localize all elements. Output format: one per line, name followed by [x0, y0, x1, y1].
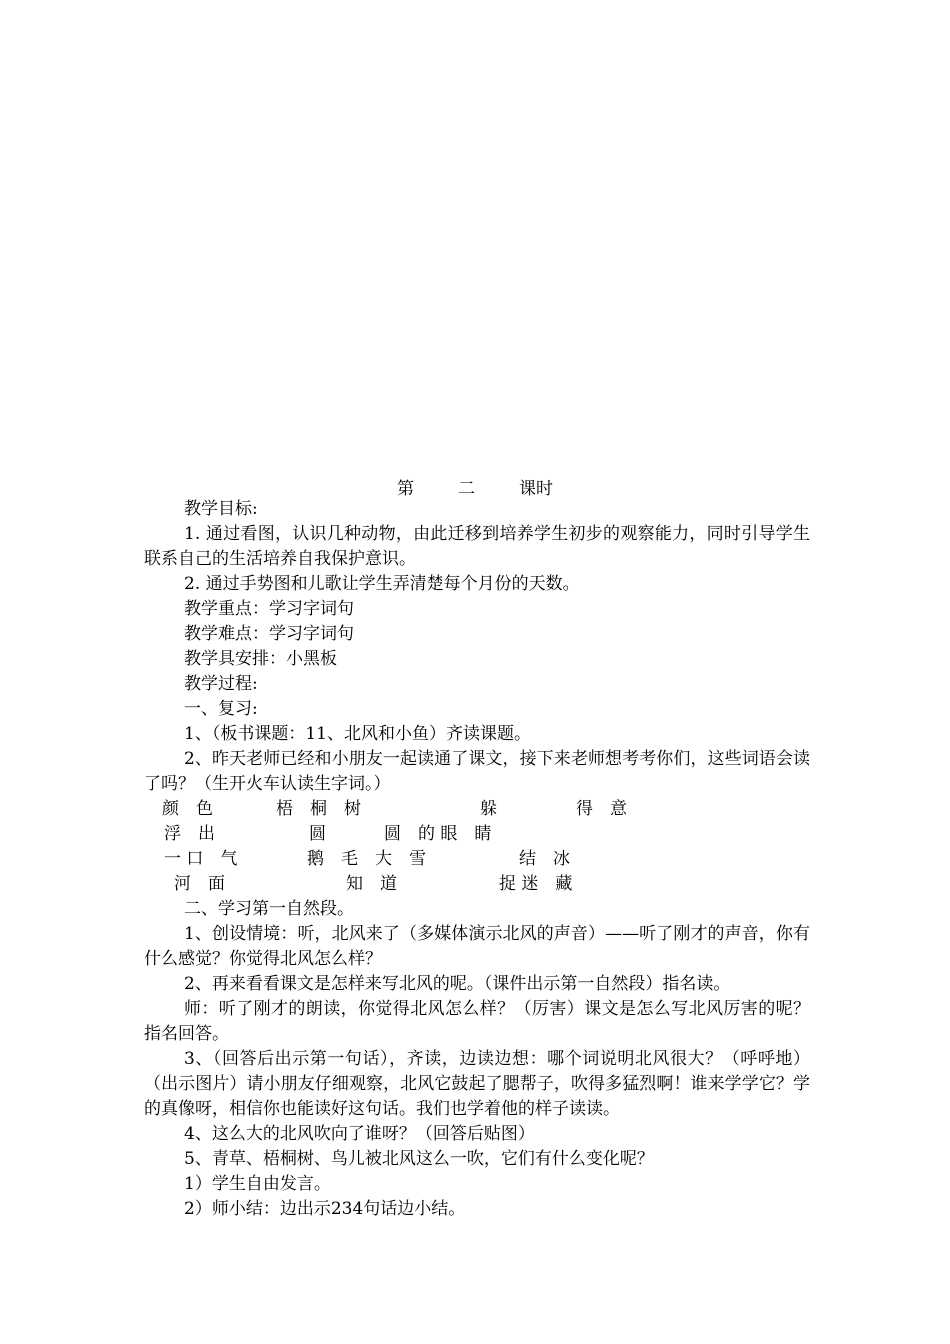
key-point: 教学重点：学习字词句 [184, 599, 354, 619]
word: 捉 迷 藏 [499, 874, 573, 894]
word: 得 意 [576, 799, 627, 819]
objectives-heading: 教学目标: [184, 499, 258, 519]
title-part-3: 课时 [519, 479, 553, 499]
word: 鹅 毛 大 雪 [307, 849, 426, 869]
section-2-item-5b: 2）师小结：边出示234句话边小结。 [184, 1199, 466, 1219]
section-2-item-2: 2、再来看看课文是怎样来写北风的呢。（课件出示第一自然段）指名读。 [184, 974, 731, 994]
section-2-teacher: 师：听了刚才的朗读，你觉得北风怎么样？（厉害）课文是怎么写北风厉害的呢？指名回答。 [144, 999, 810, 1044]
title-part-1: 第 [397, 479, 414, 499]
section-2-item-5a: 1）学生自由发言。 [184, 1174, 331, 1194]
lesson-content [144, 497, 810, 1222]
word-row-4 [144, 872, 810, 897]
word: 颜 色 [162, 799, 213, 819]
section-2-item-4: 4、这么大的北风吹向了谁呀？（回答后贴图） [184, 1124, 535, 1144]
word: 圆 [309, 824, 326, 844]
teaching-tools: 教学具安排：小黑板 [184, 649, 337, 669]
title-part-2: 二 [458, 479, 475, 499]
objective-1: 1. 通过看图，认识几种动物，由此迁移到培养学生初步的观察能力，同时引导学生联系自己的生活培养自我保护意识。 [144, 524, 810, 569]
word: 浮 出 [164, 824, 215, 844]
review-item-2: 2、昨天老师已经和小朋友一起读通了课文，接下来老师想考考你们，这些词语会读了吗？（生开火车认读生字词。） [144, 749, 810, 794]
word: 知 道 [346, 874, 397, 894]
review-heading: 一、复习: [184, 699, 258, 719]
review-item-1: 1、（板书课题：11、北风和小鱼）齐读课题。 [184, 724, 531, 744]
section-2-item-5: 5、青草、梧桐树、鸟儿被北风这么一吹，它们有什么变化呢？ [184, 1149, 654, 1169]
process-heading: 教学过程: [184, 674, 258, 694]
word: 结 冰 [519, 849, 570, 869]
word: 圆 的 眼 睛 [384, 824, 492, 844]
word: 一 口 气 [164, 849, 238, 869]
section-2-item-3: 3、（回答后出示第一句话），齐读，边读边想：哪个词说明北风很大？（呼呼地）（出示图片）请小朋友仔细观察，北风它鼓起了腮帮子，吹得多猛烈啊！谁来学学它？学的真像呀，相信你也能读好这句话。我们也学着他的样子读读。 [144, 1049, 810, 1119]
word: 河 面 [174, 874, 225, 894]
word-row-1 [144, 797, 810, 822]
word-row-2 [144, 822, 810, 847]
objective-2: 2. 通过手势图和儿歌让学生弄清楚每个月份的天数。 [184, 574, 580, 594]
word: 躲 [480, 799, 497, 819]
lesson-title [0, 474, 950, 499]
section-2-heading: 二、学习第一自然段。 [184, 899, 354, 919]
word-row-3 [144, 847, 810, 872]
section-2-item-1: 1、创设情境：听，北风来了（多媒体演示北风的声音）——听了刚才的声音，你有什么感觉？你觉得北风怎么样？ [144, 924, 810, 969]
word: 梧 桐 树 [276, 799, 361, 819]
difficulty: 教学难点：学习字词句 [184, 624, 354, 644]
